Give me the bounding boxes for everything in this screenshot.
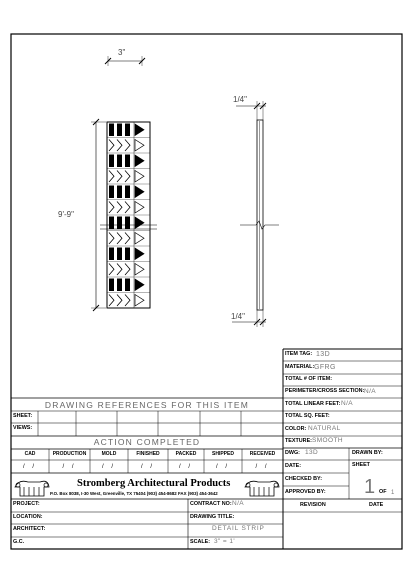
revision-date-label: DATE xyxy=(369,502,384,508)
references-sheet-label: SHEET: xyxy=(13,413,33,419)
texture-value: SMOOTH xyxy=(312,437,343,444)
drawing-title-label: DRAWING TITLE: xyxy=(190,514,235,520)
sheet-label: SHEET xyxy=(352,462,370,468)
architect-label: ARCHITECT: xyxy=(13,526,46,532)
action-col-received: RECEIVED xyxy=(249,451,276,457)
linear-feet-label: TOTAL LINEAR FEET: xyxy=(285,401,341,407)
perimeter-value: N/A xyxy=(364,388,377,395)
action-col-finished: FINISHED xyxy=(136,451,160,457)
approved-by-label: APPROVED BY: xyxy=(285,489,326,495)
action-col-packed: PACKED xyxy=(175,451,197,457)
sheet-border xyxy=(11,34,402,549)
action-col-shipped: SHIPPED xyxy=(212,451,234,457)
material-label: MATERIAL: xyxy=(285,364,315,370)
action-mark-cad: / / xyxy=(22,464,37,470)
action-mark-received: / / xyxy=(255,464,270,470)
date-label: DATE: xyxy=(285,463,302,469)
item-tag-label: ITEM TAG: xyxy=(285,351,313,357)
perimeter-label: PERIMETER/CROSS SECTION: xyxy=(285,388,365,394)
company-name: Stromberg Architectural Products xyxy=(77,478,231,489)
action-title: ACTION COMPLETED xyxy=(93,437,201,447)
drawn-by-label: DRAWN BY: xyxy=(352,450,383,456)
action-mark-shipped: / / xyxy=(215,464,230,470)
action-col-mold: MOLD xyxy=(101,451,117,457)
sheet-total: 1 xyxy=(391,490,395,496)
width-dimension-label: 3" xyxy=(118,48,126,57)
location-label: LOCATION: xyxy=(13,514,43,520)
action-mark-mold: / / xyxy=(101,464,116,470)
action-mark-production: / / xyxy=(62,464,77,470)
scale-value: 3" = 1' xyxy=(214,538,235,545)
item-tag-value: 13D xyxy=(316,351,331,358)
contract-value: N/A xyxy=(232,500,245,507)
action-mark-packed: / / xyxy=(178,464,193,470)
strip-pattern xyxy=(107,122,150,308)
action-col-production: PRODUCTION xyxy=(52,451,87,457)
revision-label: REVISION xyxy=(300,502,326,508)
thickness-bottom-label: 1/4" xyxy=(231,312,245,321)
action-mark-finished: / / xyxy=(140,464,155,470)
references-title: DRAWING REFERENCES FOR THIS ITEM xyxy=(44,400,250,410)
checked-by-label: CHECKED BY: xyxy=(285,476,323,482)
color-value: NATURAL xyxy=(308,425,341,432)
material-value: GFRG xyxy=(314,364,336,371)
action-col-cad: CAD xyxy=(24,451,36,457)
dwg-value: 13D xyxy=(305,449,319,456)
contract-label: CONTRACT NO: xyxy=(190,501,232,507)
dwg-label: DWG: xyxy=(285,450,300,456)
thickness-top-label: 1/4" xyxy=(233,95,247,104)
sq-feet-label: TOTAL SQ. FEET: xyxy=(285,413,330,419)
color-label: COLOR: xyxy=(285,426,307,432)
company-logo-right-icon xyxy=(245,481,279,496)
references-views-label: VIEWS: xyxy=(13,425,33,431)
texture-label: TEXTURE: xyxy=(285,438,312,444)
linear-feet-value: N/A xyxy=(341,400,354,407)
sheet-number: 1 xyxy=(364,476,376,498)
scale-label: SCALE: xyxy=(190,539,211,545)
company-logo-left-icon xyxy=(15,481,49,496)
sheet-of-label: OF xyxy=(379,489,387,495)
height-dimension-label: 9'-9" xyxy=(58,210,74,219)
gc-label: G.C. xyxy=(13,539,25,545)
company-address: P.O. Box 8038, I-30 West, Greenville, TX 75404 (903) 454-8682 FAX (903) 454-3642 xyxy=(50,491,218,496)
project-label: PROJECT: xyxy=(13,501,40,507)
strip-side-profile xyxy=(257,120,263,310)
total-items-label: TOTAL # OF ITEM: xyxy=(285,376,333,382)
drawing-title-value: DETAIL STRIP xyxy=(212,525,265,532)
